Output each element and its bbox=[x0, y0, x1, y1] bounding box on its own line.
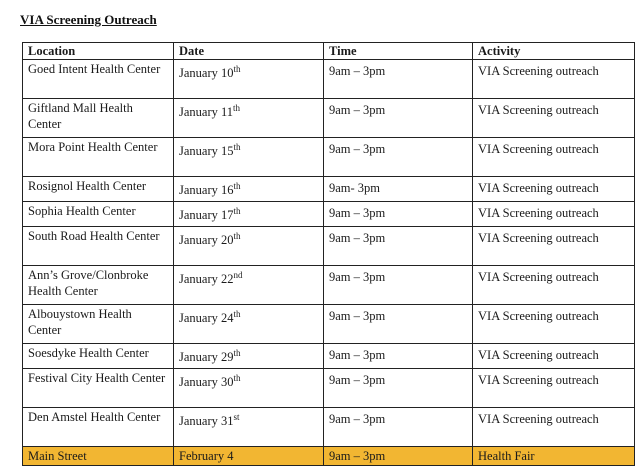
table-header-row bbox=[23, 43, 635, 60]
cell-time: 9am – 3pm bbox=[324, 60, 473, 99]
cell-activity: VIA Screening outreach bbox=[473, 408, 635, 447]
cell-date bbox=[174, 202, 324, 227]
cell-activity: VIA Screening outreach bbox=[473, 202, 635, 227]
cell-location: Goed Intent Health Center bbox=[23, 60, 174, 99]
cell-time: 9am – 3pm bbox=[324, 447, 473, 466]
cell-date bbox=[174, 60, 324, 99]
date-text: January 24 bbox=[179, 311, 234, 325]
date-ordinal-suffix: th bbox=[233, 308, 241, 319]
cell-activity: VIA Screening outreach bbox=[473, 344, 635, 369]
date-text: January 22 bbox=[179, 272, 234, 286]
date-text: January 30 bbox=[179, 375, 234, 389]
cell-time: 9am – 3pm bbox=[324, 138, 473, 177]
table-row bbox=[23, 266, 635, 305]
cell-date bbox=[174, 138, 324, 177]
header-time: Time bbox=[324, 43, 473, 60]
date-ordinal-suffix: th bbox=[233, 180, 241, 191]
date-ordinal-suffix: th bbox=[233, 205, 241, 216]
cell-time: 9am – 3pm bbox=[324, 227, 473, 266]
table-row bbox=[23, 202, 635, 227]
cell-date bbox=[174, 227, 324, 266]
table-row-highlighted bbox=[23, 447, 635, 466]
cell-location: South Road Health Center bbox=[23, 227, 174, 266]
table-row bbox=[23, 369, 635, 408]
table-row bbox=[23, 138, 635, 177]
cell-date bbox=[174, 447, 324, 466]
cell-location: Soesdyke Health Center bbox=[23, 344, 174, 369]
date-text: January 15 bbox=[179, 144, 234, 158]
table-row bbox=[23, 344, 635, 369]
date-ordinal-suffix: th bbox=[233, 102, 241, 113]
cell-activity: VIA Screening outreach bbox=[473, 99, 635, 138]
cell-date bbox=[174, 408, 324, 447]
cell-activity: VIA Screening outreach bbox=[473, 305, 635, 344]
date-text: January 16 bbox=[179, 183, 234, 197]
cell-location: Den Amstel Health Center bbox=[23, 408, 174, 447]
date-text: January 20 bbox=[179, 233, 234, 247]
cell-date bbox=[174, 344, 324, 369]
cell-date bbox=[174, 305, 324, 344]
date-ordinal-suffix: st bbox=[233, 411, 240, 422]
table-row bbox=[23, 60, 635, 99]
document-title: VIA Screening Outreach bbox=[20, 12, 157, 27]
date-ordinal-suffix: th bbox=[233, 372, 241, 383]
header-location: Location bbox=[23, 43, 174, 60]
date-text: February 4 bbox=[179, 449, 234, 463]
cell-time: 9am – 3pm bbox=[324, 369, 473, 408]
cell-location: Ann’s Grove/Clonbroke Health Center bbox=[23, 266, 174, 305]
cell-date bbox=[174, 369, 324, 408]
table-row bbox=[23, 177, 635, 202]
cell-activity: Health Fair bbox=[473, 447, 635, 466]
table-row bbox=[23, 227, 635, 266]
table-row bbox=[23, 408, 635, 447]
cell-date bbox=[174, 266, 324, 305]
date-ordinal-suffix: nd bbox=[233, 269, 243, 280]
date-text: January 29 bbox=[179, 350, 234, 364]
cell-location: Giftland Mall Health Center bbox=[23, 99, 174, 138]
cell-location: Rosignol Health Center bbox=[23, 177, 174, 202]
cell-activity: VIA Screening outreach bbox=[473, 227, 635, 266]
cell-time: 9am – 3pm bbox=[324, 305, 473, 344]
cell-location: Main Street bbox=[23, 447, 174, 466]
header-date: Date bbox=[174, 43, 324, 60]
outreach-schedule-table bbox=[22, 42, 635, 466]
date-ordinal-suffix: th bbox=[233, 63, 241, 74]
cell-time: 9am – 3pm bbox=[324, 266, 473, 305]
cell-activity: VIA Screening outreach bbox=[473, 177, 635, 202]
cell-time: 9am – 3pm bbox=[324, 408, 473, 447]
cell-activity: VIA Screening outreach bbox=[473, 138, 635, 177]
cell-date bbox=[174, 177, 324, 202]
cell-activity: VIA Screening outreach bbox=[473, 60, 635, 99]
date-ordinal-suffix: th bbox=[233, 141, 241, 152]
cell-time: 9am – 3pm bbox=[324, 202, 473, 227]
header-activity: Activity bbox=[473, 43, 635, 60]
cell-location: Albouystown Health Center bbox=[23, 305, 174, 344]
date-text: January 17 bbox=[179, 208, 234, 222]
date-text: January 31 bbox=[179, 414, 234, 428]
cell-location: Mora Point Health Center bbox=[23, 138, 174, 177]
table-row bbox=[23, 99, 635, 138]
cell-location: Sophia Health Center bbox=[23, 202, 174, 227]
cell-activity: VIA Screening outreach bbox=[473, 369, 635, 408]
cell-time: 9am – 3pm bbox=[324, 344, 473, 369]
cell-date bbox=[174, 99, 324, 138]
date-text: January 11 bbox=[179, 105, 234, 119]
date-ordinal-suffix: th bbox=[233, 230, 241, 241]
table-row bbox=[23, 305, 635, 344]
cell-time: 9am- 3pm bbox=[324, 177, 473, 202]
cell-activity: VIA Screening outreach bbox=[473, 266, 635, 305]
cell-time: 9am – 3pm bbox=[324, 99, 473, 138]
cell-location: Festival City Health Center bbox=[23, 369, 174, 408]
date-text: January 10 bbox=[179, 66, 234, 80]
date-ordinal-suffix: th bbox=[233, 347, 241, 358]
